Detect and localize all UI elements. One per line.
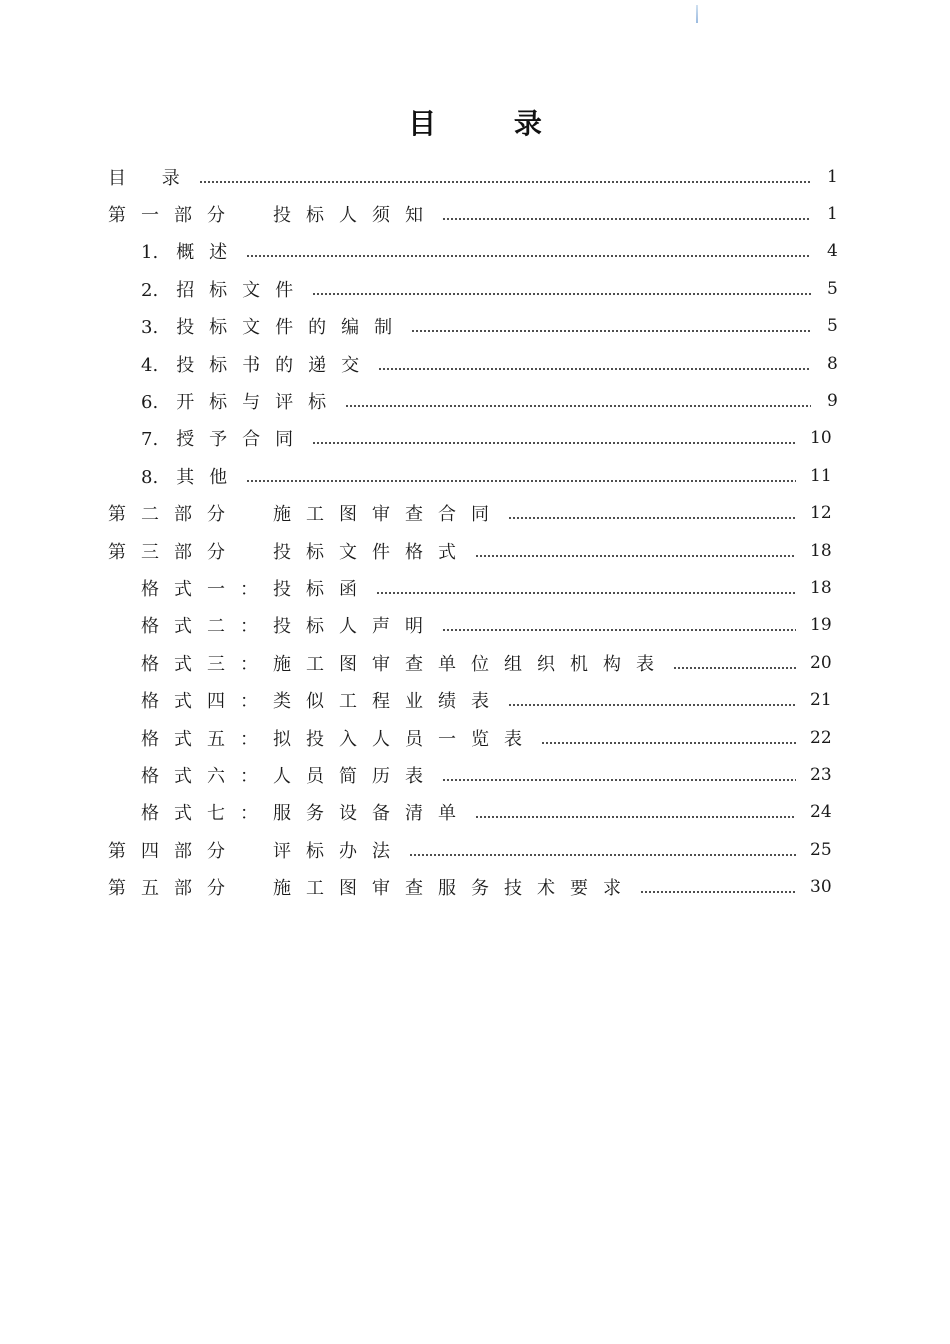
toc-entry-text: 目 录 xyxy=(108,167,195,189)
toc-entry[interactable] xyxy=(108,869,830,906)
toc-entry-text: 格式六：人员简历表 xyxy=(141,765,438,787)
toc-leader-dots xyxy=(640,878,796,896)
toc-entry-text: 投标文件的编制 xyxy=(176,317,408,339)
toc-entry-number: 3. xyxy=(141,317,159,339)
toc-leader-dots xyxy=(199,168,811,186)
toc-entry[interactable] xyxy=(108,195,837,232)
toc-entry-page-number: 21 xyxy=(810,690,832,711)
toc-leader-dots xyxy=(409,841,796,859)
toc-entry-page-number: 30 xyxy=(810,877,832,898)
toc-entry-text: 格式一：投标函 xyxy=(141,578,372,600)
toc-entry-page-number: 18 xyxy=(810,540,832,561)
toc-entry[interactable] xyxy=(108,831,830,868)
toc-entry-number: 8. xyxy=(141,466,159,488)
toc-entry-label xyxy=(141,313,407,339)
toc-entry-label xyxy=(141,612,438,638)
toc-entry-text: 招标文件 xyxy=(176,279,309,301)
toc-leader-dots xyxy=(376,579,796,597)
toc-leader-dots xyxy=(673,654,796,672)
toc-entry-label xyxy=(108,837,405,863)
toc-entry-number: 4. xyxy=(141,354,159,376)
toc-entry-text: 第一部分 投标人须知 xyxy=(108,204,438,226)
toc-leader-dots xyxy=(442,205,811,223)
toc-entry[interactable] xyxy=(141,794,830,831)
toc-entry[interactable] xyxy=(108,158,837,195)
header-mark xyxy=(696,5,698,23)
toc-entry[interactable] xyxy=(141,233,837,270)
toc-entry-text: 第四部分 评标办法 xyxy=(108,840,405,862)
toc-leader-dots xyxy=(312,280,811,298)
toc-leader-dots xyxy=(345,392,811,410)
toc-entry-label xyxy=(108,538,471,564)
toc-entry-label xyxy=(108,874,636,900)
toc-leader-dots xyxy=(442,616,796,634)
toc-entry-page-number: 19 xyxy=(810,615,832,636)
toc-entry-page-number: 8 xyxy=(827,353,838,374)
toc-entry-text: 第五部分 施工图审查服务技术要求 xyxy=(108,878,636,900)
toc-entry-label xyxy=(141,351,374,377)
toc-entry-label xyxy=(141,650,669,676)
toc-entry-page-number: 25 xyxy=(810,839,832,860)
toc-entry-page-number: 5 xyxy=(827,316,838,337)
toc-entry-text: 格式三：施工图审查单位组织机构表 xyxy=(141,653,669,675)
toc-entry-label xyxy=(108,164,195,190)
toc-entry-text: 开标与评标 xyxy=(176,391,342,413)
toc-entry-label xyxy=(141,799,471,825)
toc-leader-dots xyxy=(246,242,811,260)
toc-entry-label xyxy=(141,687,504,713)
toc-entry[interactable] xyxy=(141,719,830,756)
toc-entry-text: 格式五：拟投入人员一览表 xyxy=(141,728,537,750)
toc-entry-page-number: 11 xyxy=(810,465,832,486)
toc-entry-text: 格式四：类似工程业绩表 xyxy=(141,691,504,713)
toc-entry-label xyxy=(141,276,308,302)
toc-entry-text: 投标书的递交 xyxy=(176,354,375,376)
toc-entry-text: 其他 xyxy=(176,466,243,488)
toc-entry-page-number: 4 xyxy=(827,241,838,262)
toc-entry-text: 格式二：投标人声明 xyxy=(141,616,438,638)
toc-entry-label xyxy=(141,238,242,264)
toc-entry-page-number: 18 xyxy=(810,577,832,598)
toc-entry-page-number: 22 xyxy=(810,727,832,748)
toc-entry-page-number: 9 xyxy=(827,390,838,411)
toc-entry[interactable] xyxy=(141,270,837,307)
toc-entry-number: 2. xyxy=(141,279,159,301)
toc-leader-dots xyxy=(475,542,796,560)
toc-entry-label xyxy=(141,762,438,788)
toc-entry[interactable] xyxy=(141,756,830,793)
toc-entry-text: 格式七：服务设备清单 xyxy=(141,803,471,825)
toc-entry-label xyxy=(141,425,308,451)
toc-entry[interactable] xyxy=(108,495,830,532)
toc-entry[interactable] xyxy=(141,682,830,719)
toc-entry[interactable] xyxy=(141,345,837,382)
toc-entry-text: 授予合同 xyxy=(176,429,309,451)
toc-entry-text: 第三部分 投标文件格式 xyxy=(108,541,471,563)
toc-entry[interactable] xyxy=(108,532,830,569)
toc-entry-page-number: 12 xyxy=(810,503,832,524)
toc-entry[interactable] xyxy=(141,382,837,419)
toc-entry[interactable] xyxy=(141,644,830,681)
toc-entry-label xyxy=(141,388,341,414)
toc-entry-page-number: 5 xyxy=(827,278,838,299)
toc-entry-label xyxy=(108,500,504,526)
toc-leader-dots xyxy=(475,803,796,821)
toc-leader-dots xyxy=(541,729,796,747)
toc-entry-number: 1. xyxy=(141,242,159,264)
toc-leader-dots xyxy=(442,766,796,784)
toc-entry-page-number: 20 xyxy=(810,652,832,673)
toc-entry-label xyxy=(141,725,537,751)
toc-leader-dots xyxy=(312,429,796,447)
toc-leader-dots xyxy=(508,691,796,709)
toc-entry-text: 概述 xyxy=(176,242,243,264)
toc-entry-page-number: 1 xyxy=(827,166,838,187)
toc-entry-page-number: 1 xyxy=(827,203,838,224)
toc-entry[interactable] xyxy=(141,569,830,606)
toc-leader-dots xyxy=(378,355,811,373)
toc-leader-dots xyxy=(411,317,811,335)
toc-entry[interactable] xyxy=(141,308,837,345)
toc-entry-number: 6. xyxy=(141,391,159,413)
toc-entry-number: 7. xyxy=(141,429,159,451)
toc-entry-label xyxy=(141,463,242,489)
toc-entry[interactable] xyxy=(141,420,830,457)
toc-entry-label xyxy=(108,201,438,227)
page-title: 目 录 xyxy=(408,107,576,140)
toc-entry-label xyxy=(141,575,372,601)
toc-entry[interactable] xyxy=(141,457,830,494)
toc-entry-page-number: 23 xyxy=(810,764,832,785)
toc-entry-text: 第二部分 施工图审查合同 xyxy=(108,504,504,526)
toc-entry[interactable] xyxy=(141,607,830,644)
toc-entry-page-number: 10 xyxy=(810,428,832,449)
toc-leader-dots xyxy=(246,467,796,485)
toc-entry-page-number: 24 xyxy=(810,802,832,823)
toc-leader-dots xyxy=(508,504,796,522)
